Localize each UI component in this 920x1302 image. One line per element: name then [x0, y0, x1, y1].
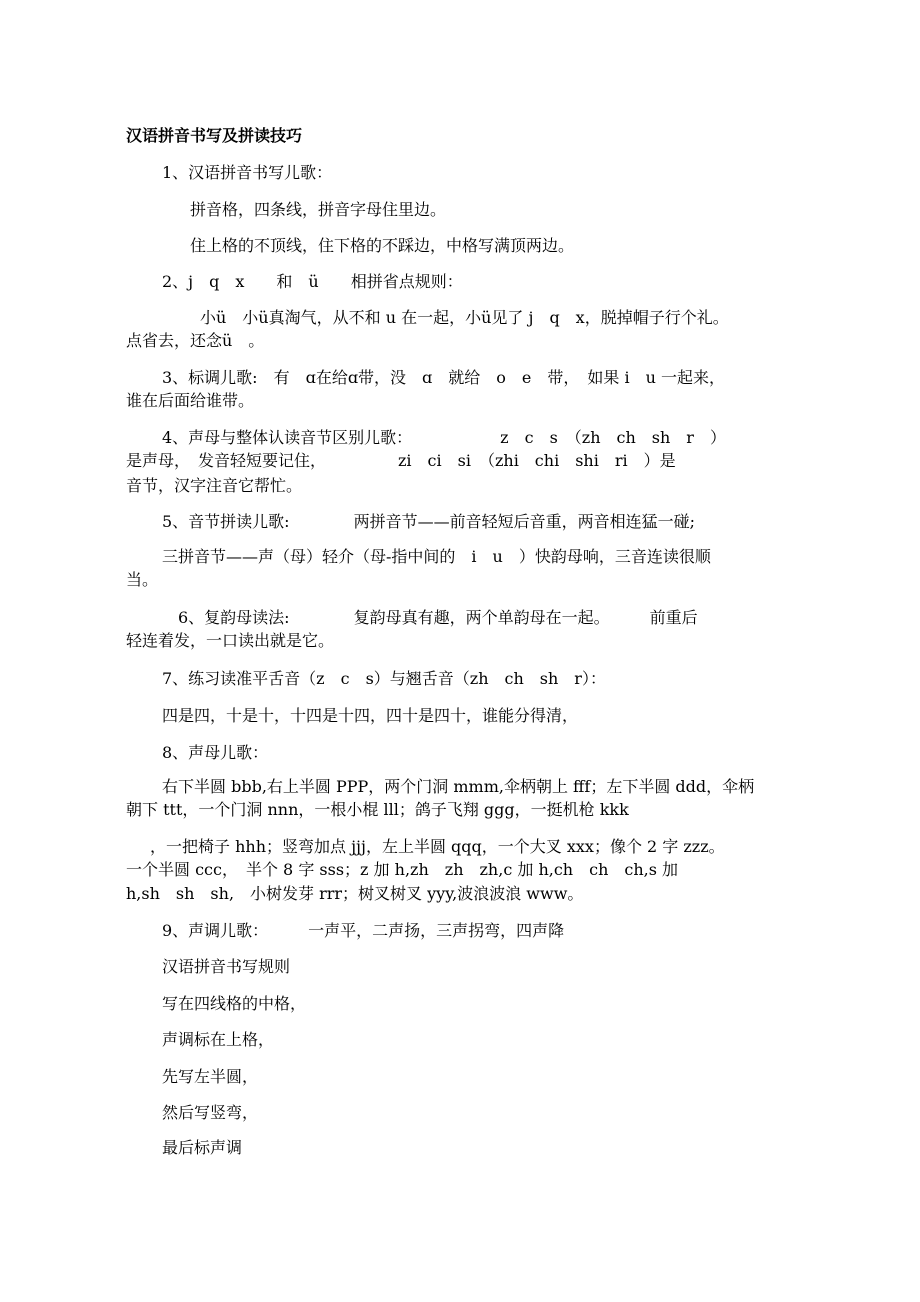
text-line: 四是四，十是十，十四是十四，四十是四十，谁能分得清，: [162, 706, 579, 725]
document-title: 汉语拼音书写及拼读技巧: [126, 126, 303, 145]
text-line: 然后写竖弯，: [162, 1103, 259, 1122]
text-line: 声调标在上格，: [162, 1030, 275, 1049]
text-line: 当。: [126, 570, 159, 589]
text-line: 拼音格，四条线，拼音字母住里边。: [190, 200, 447, 219]
text-line: 音节，汉字注音它帮忙。: [126, 476, 303, 495]
text-line: ，一把椅子 hhh；竖弯加点 jjj，左上半圆 qqq，一个大叉 xxx；像个 2 字 zzz。: [150, 837, 725, 856]
text-line: 点省去，还念ü 。: [126, 331, 265, 350]
text-line: 最后标声调: [162, 1138, 243, 1157]
text-line: 三拼音节——声（母）轻介（母-指中间的 i u ）快韵母响，三音连读很顺: [162, 547, 711, 566]
text-line: 先写左半圆，: [162, 1067, 259, 1086]
text-line: 写在四线格的中格，: [162, 994, 307, 1013]
text-line: 1、汉语拼音书写儿歌：: [162, 163, 333, 182]
text-line: 汉语拼音书写规则: [162, 957, 291, 976]
text-line: 5、音节拼读儿歌: 两拼音节——前音轻短后音重，两音相连猛一碰;: [162, 512, 695, 531]
text-line: 7、练习读准平舌音（z c s）与翘舌音（zh ch sh r）：: [162, 669, 606, 688]
text-line: 是声母， 发音轻短要记住， zi ci si （zhi chi shi ri ）是: [126, 451, 676, 470]
text-line: 小ü 小ü真淘气，从不和 u 在一起，小ü见了 j q x，脱掉帽子行个礼。: [200, 308, 729, 327]
text-line: 6、复韵母读法: 复韵母真有趣，两个单韵母在一起。 前重后: [178, 608, 698, 627]
text-line: 3、标调儿歌: 有 ɑ在给ɑ带，没 ɑ 就给 o e 带， 如果 i u 一起来，: [162, 368, 725, 387]
text-line: 谁在后面给谁带。: [126, 391, 255, 410]
text-line: 右下半圆 bbb,右上半圆 PPP，两个门洞 mmm,伞柄朝上 fff；左下半圆 ddd，伞柄: [162, 777, 755, 796]
text-line: 4、声母与整体认读音节区别儿歌： z c s （zh ch sh r ）: [162, 428, 726, 447]
text-line: 一个半圆 ccc， 半个 8 字 sss；z 加 h,zh zh zh,c 加 h,ch ch ch,s 加: [126, 860, 679, 879]
text-line: 朝下 ttt，一个门洞 nnn，一根小棍 lll；鸽子飞翔 ggg，一挺机枪 kkk: [126, 800, 629, 819]
text-line: 住上格的不顶线，住下格的不踩边，中格写满顶两边。: [190, 236, 575, 255]
text-line: h,sh sh sh, 小树发芽 rrr；树叉树叉 yyy,波浪波浪 www。: [126, 884, 584, 903]
text-line: 9、声调儿歌： 一声平，二声扬，三声拐弯，四声降: [162, 921, 565, 940]
text-line: 2、j q x 和 ü 相拼省点规则：: [162, 272, 463, 291]
text-line: 8、声母儿歌：: [162, 743, 269, 762]
text-line: 轻连着发，一口读出就是它。: [126, 631, 335, 650]
